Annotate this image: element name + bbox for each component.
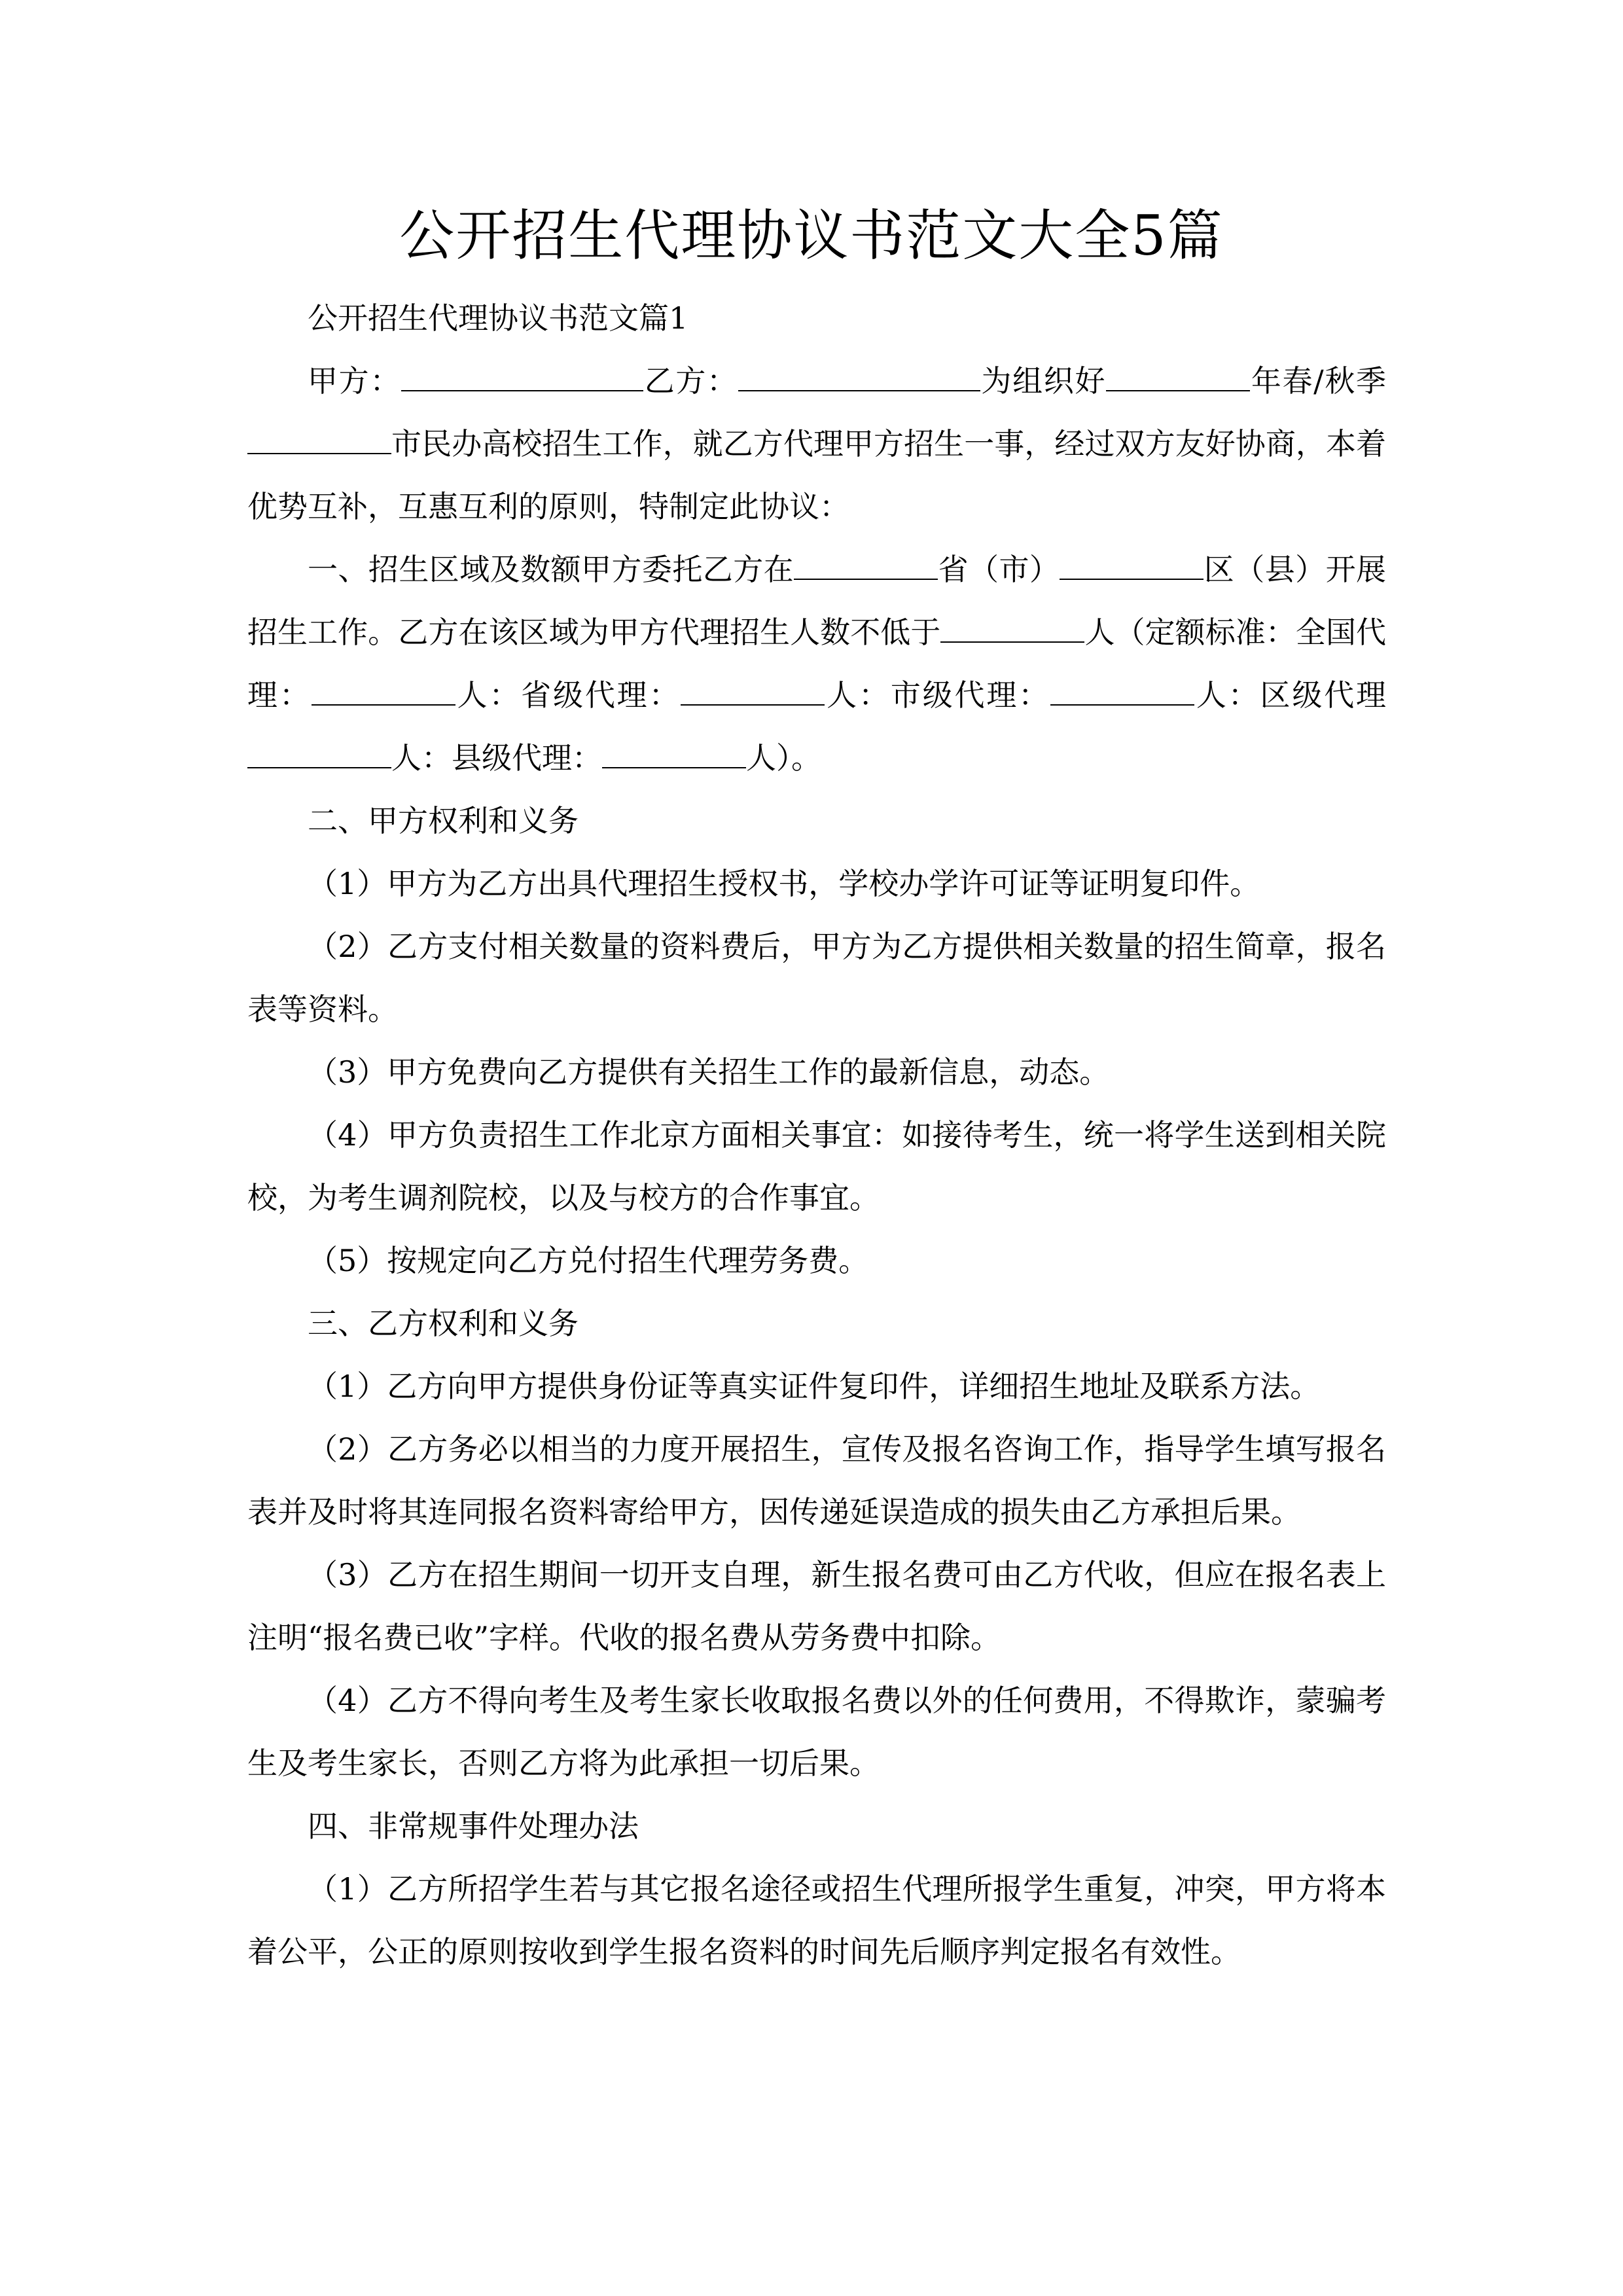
section2-item: （4）甲方负责招生工作北京方面相关事宜：如接待考生，统一将学生送到相关院校，为考生调剂院校，以及与校方的合作事宜。 xyxy=(247,1117,1386,1215)
intro-paragraph xyxy=(247,350,1386,538)
section4-heading: 四、非常规事件处理办法 xyxy=(308,1808,639,1844)
province-agent-blank xyxy=(681,678,825,706)
section3-item: （1）乙方向甲方提供身份证等真实证件复印件，详细招生地址及联系方法。 xyxy=(308,1369,1321,1404)
section2-heading: 二、甲方权利和义务 xyxy=(308,803,579,838)
section3-item: （2）乙方务必以相当的力度开展招生，宣传及报名咨询工作，指导学生填写报名表并及时将其连同报名资料寄给甲方，因传递延误造成的损失由乙方承担后果。 xyxy=(247,1431,1386,1530)
year-blank xyxy=(1106,364,1250,391)
section1-district: 区（县）开展招生工作。乙方在该区域为甲方代理招生人数不低于 xyxy=(247,552,1387,650)
section3-item: （4）乙方不得向考生及考生家长收取报名费以外的任何费用，不得欺诈，蒙骗考生及考生家长，否则乙方将为此承担一切后果。 xyxy=(247,1683,1386,1781)
section4-item: （1）乙方所招学生若与其它报名途径或招生代理所报学生重复，冲突，甲方将本着公平，公正的原则按收到学生报名资料的时间先后顺序判定报名有效性。 xyxy=(247,1871,1386,1969)
section1-paragraph xyxy=(247,538,1386,789)
document-body xyxy=(247,287,1386,1983)
section1-district-agent: 人：区级代理 xyxy=(1194,677,1387,713)
section3-item: （3）乙方在招生期间一切开支自理，新生报名费可由乙方代收，但应在报名表上注明“报名费已收”字样。代收的报名费从劳务费中扣除。 xyxy=(247,1557,1386,1655)
section1-county-agent: 人：县级代理： xyxy=(391,740,602,776)
season-label-2: 秋季 xyxy=(1323,363,1387,399)
organize-label: 为组织好 xyxy=(980,363,1107,399)
party-a-blank xyxy=(401,364,643,391)
section1-quota: 人（定额标准：全国代理： xyxy=(247,615,1387,713)
district-blank xyxy=(1060,552,1204,580)
section1-province-agent: 人：省级代理： xyxy=(455,677,681,713)
section2-item: （3）甲方免费向乙方提供有关招生工作的最新信息，动态。 xyxy=(308,1054,1110,1090)
party-b-blank xyxy=(738,364,980,391)
season-label: 年春/ xyxy=(1250,363,1324,399)
intro-rest: 市民办高校招生工作，就乙方代理甲方招生一事，经过双方友好协商，本着优势互补，互惠互利的原则，特制定此协议： xyxy=(247,426,1386,524)
section1-city-agent: 人：市级代理： xyxy=(825,677,1051,713)
section1-close: 人）。 xyxy=(746,740,821,776)
province-blank xyxy=(794,552,938,580)
party-a-label: 甲方： xyxy=(308,363,402,399)
party-b-label: 乙方： xyxy=(643,363,738,399)
county-agent-blank xyxy=(602,741,746,768)
section1-province: 省（市） xyxy=(938,552,1060,587)
section2-item: （1）甲方为乙方出具代理招生授权书，学校办学许可证等证明复印件。 xyxy=(308,866,1260,901)
city-agent-blank xyxy=(1050,678,1194,706)
section2-item: （5）按规定向乙方兑付招生代理劳务费。 xyxy=(308,1243,869,1278)
quota-blank xyxy=(940,615,1084,643)
district-agent-blank xyxy=(247,741,391,768)
section1-prefix: 一、招生区域及数额甲方委托乙方在 xyxy=(308,552,794,587)
document-title: 公开招生代理协议书范文大全5篇 xyxy=(399,204,1224,268)
national-agent-blank xyxy=(312,678,455,706)
document-subtitle: 公开招生代理协议书范文篇1 xyxy=(308,300,688,336)
city-blank xyxy=(247,427,391,454)
section2-item: （2）乙方支付相关数量的资料费后，甲方为乙方提供相关数量的招生简章，报名表等资料。 xyxy=(247,929,1386,1027)
section3-heading: 三、乙方权利和义务 xyxy=(308,1306,579,1341)
